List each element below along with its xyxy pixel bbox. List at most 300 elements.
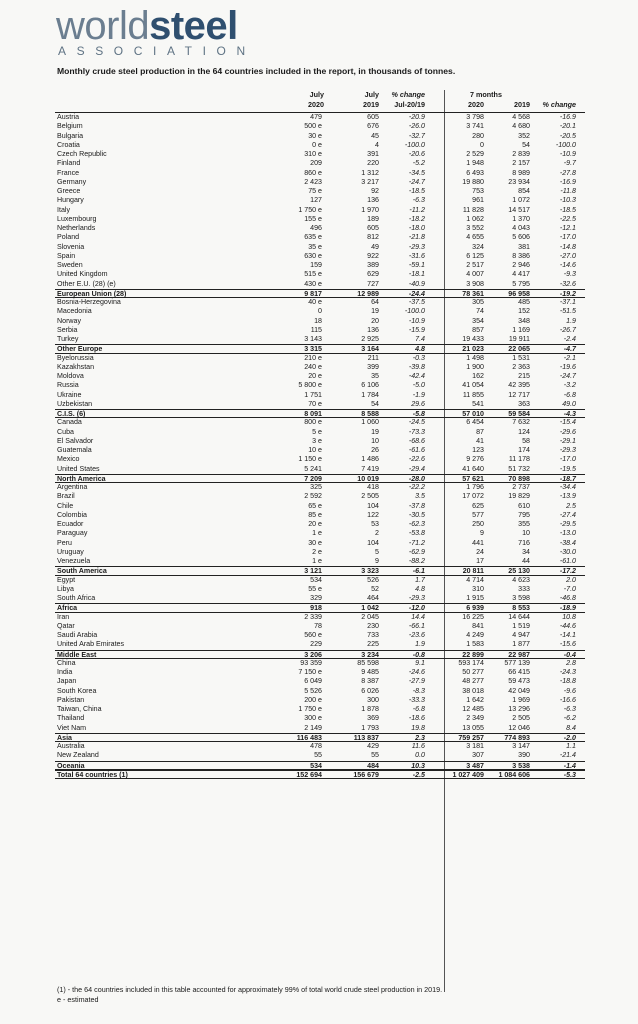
july-2019-value: 136 [367,196,379,205]
july-2019-value: 54 [371,399,379,408]
seven-months-2020-value: 6 454 [466,418,484,427]
july-2020-value: 8 091 [304,410,322,418]
july-2019-value: 49 [371,242,379,251]
seven-months-2019-value: 2 839 [512,150,530,158]
seven-months-2019-value: 1 969 [512,695,530,704]
july-pct-change: -5.8 [412,410,425,418]
logo-word-steel: steel [149,4,238,48]
seven-months-pct-change: -21.4 [559,751,576,760]
table-subtotal-row [55,650,585,659]
july-2020-value: 7 150 e [298,668,322,676]
july-2020-value: 7 209 [304,474,322,483]
seven-months-2020-value: 310 [472,584,484,593]
seven-months-2019-value: 4 947 [512,631,530,639]
country-name: Thailand [57,714,85,723]
seven-months-2020-value: 11 828 [462,205,484,214]
production-table [55,113,585,779]
july-2019-value: 3 217 [361,177,379,186]
july-2019-value: 733 [367,631,379,639]
seven-months-pct-change: -12.1 [559,224,576,232]
seven-months-2019-value: 610 [518,501,530,510]
table-row [55,233,585,242]
footnote-coverage: (1) - the 64 countries included in this table accounted for approximately 99% of total world crude steel production in 2019. [57,985,443,994]
july-2020-value: 9 817 [304,289,322,298]
country-name: Pakistan [57,695,85,704]
july-2020-value: 240 e [304,362,322,371]
seven-months-pct-change: -15.6 [559,640,576,649]
july-2020-value: 1 e [312,529,322,538]
seven-months-pct-change: -6.3 [563,705,576,713]
table-row [55,335,585,344]
july-2019-value: 1 060 [361,418,379,427]
july-2020-value: 55 e [308,584,322,593]
country-name: Australia [57,742,85,750]
july-2020-value: 860 e [304,168,322,177]
july-pct-change: 0.0 [415,751,425,760]
seven-months-pct-change: -4.3 [563,410,576,418]
seven-months-2020-value: 3 552 [466,224,484,232]
july-2020-value: 496 [310,224,322,232]
seven-months-pct-change: -29.5 [559,520,576,528]
seven-months-2019-value: 1 169 [512,325,530,334]
july-2020-value: 152 694 [296,770,322,779]
july-2019-value: 391 [367,150,379,158]
seven-months-2020-value: 3 798 [466,113,484,121]
seven-months-2019-value: 1 877 [512,640,530,649]
july-2019-value: 53 [371,520,379,528]
seven-months-2020-value: 16 225 [462,612,484,621]
country-name: Asia [57,733,72,742]
seven-months-pct-change: -0.4 [563,650,576,659]
table-subtotal-row [55,566,585,575]
seven-months-2020-value: 20 811 [462,567,484,576]
seven-months-2020-value: 162 [472,372,484,380]
seven-months-2019-value: 390 [518,751,530,760]
country-name: Czech Republic [57,150,107,158]
july-pct-change: 7.4 [415,335,425,343]
july-2019-value: 122 [367,510,379,519]
july-2019-value: 7 419 [361,464,379,473]
seven-months-pct-change: -13.9 [559,492,576,501]
table-row [55,178,585,187]
seven-months-2020-value: 48 277 [462,677,484,686]
seven-months-pct-change: 10.8 [562,612,576,621]
seven-months-2019-value: 59 584 [508,410,530,418]
july-2020-value: 155 e [304,214,322,223]
seven-months-pct-change: -27.0 [559,251,576,260]
july-pct-change: -66.1 [408,621,425,630]
seven-months-pct-change: -16.6 [559,695,576,704]
seven-months-pct-change: -16.9 [559,113,576,121]
july-2020-value: 5 526 [304,686,322,695]
seven-months-2019-value: 5 795 [512,279,530,288]
table-row [55,696,585,705]
table-row [55,113,585,122]
seven-months-2020-value: 38 018 [462,686,484,695]
seven-months-pct-change: -14.8 [559,242,576,251]
july-2020-value: 10 e [308,446,322,454]
july-pct-change: -24.4 [408,289,425,298]
country-name: Bosnia-Herzegovina [57,298,121,306]
country-name: European Union (28) [57,289,127,298]
country-name: C.I.S. (6) [57,410,86,418]
july-2020-value: 0 [318,307,322,316]
country-name: United Kingdom [57,270,108,279]
seven-months-2020-value: 4 249 [466,631,484,639]
seven-months-2019-value: 4 417 [512,270,530,279]
july-pct-change: -22.2 [408,483,425,491]
july-2020-value: 35 e [308,242,322,251]
july-pct-change: 1.7 [415,575,425,584]
seven-months-pct-change: -24.7 [559,372,576,380]
seven-months-2019-value: 12 046 [508,723,530,732]
july-2019-value: 136 [367,325,379,334]
seven-months-2019-value: 2 363 [512,362,530,371]
table-row [55,622,585,631]
july-pct-change: -11.2 [409,205,425,214]
july-2019-value: 19 [371,427,379,436]
seven-months-2019-value: 12 717 [508,390,530,399]
july-2019-value: 55 [371,751,379,760]
table-row [55,640,585,649]
seven-months-pct-change: -27.8 [559,168,576,177]
table-row [55,391,585,400]
country-name: India [57,668,73,676]
july-2020-value: 200 e [304,695,322,704]
july-2019-value: 225 [367,640,379,649]
seven-months-2019-value: 22 065 [508,345,530,354]
seven-months-pct-change: -22.5 [559,214,576,223]
seven-months-2020-value: 41 [476,436,484,445]
seven-months-2020-value: 6 939 [466,604,484,613]
country-name: South Korea [57,686,97,695]
july-2019-value: 5 [375,547,379,556]
july-2019-value: 9 485 [361,668,379,676]
july-2020-value: 55 [314,751,322,760]
country-name: Iran [57,612,70,621]
july-2020-value: 1 750 e [298,705,322,713]
july-2019-value: 1 784 [361,390,379,399]
july-pct-change: -12.0 [408,604,425,613]
july-pct-change: 11.6 [411,742,425,750]
seven-months-2020-value: 1 062 [466,214,484,223]
country-name: Japan [57,677,77,686]
seven-months-2020-value: 3 181 [466,742,484,750]
july-2020-value: 479 [310,113,322,121]
header-year-2019: 2019 [363,100,379,109]
july-pct-change: -28.0 [408,474,425,483]
july-2020-value: 534 [310,575,322,584]
july-pct-change: -24.6 [408,668,425,676]
july-2020-value: 75 e [308,187,322,195]
july-2019-value: 52 [371,584,379,593]
seven-months-2020-value: 21 023 [462,345,484,354]
july-2020-value: 2 149 [304,723,322,732]
seven-months-2020-value: 753 [472,187,484,195]
country-name: Guatemala [57,446,92,454]
seven-months-2019-value: 11 178 [508,455,530,464]
country-name: Venezuela [57,557,91,565]
seven-months-2020-value: 593 174 [458,658,484,667]
header-7m-2019: 2019 [514,100,530,109]
seven-months-pct-change: -100.0 [555,140,576,149]
july-2019-value: 9 [375,557,379,565]
footnote-estimated: e - estimated [57,995,99,1004]
table-row [55,326,585,335]
table-subtotal-row [55,289,585,298]
table-subtotal-row [55,733,585,742]
july-2020-value: 116 483 [296,733,322,742]
july-pct-change: 4.8 [415,584,425,593]
july-2019-value: 156 679 [353,770,379,779]
july-pct-change: -18.2 [408,214,425,223]
seven-months-2019-value: 774 893 [504,733,530,742]
seven-months-2019-value: 96 958 [508,289,530,298]
july-pct-change: -53.8 [408,529,425,538]
table-row [55,400,585,409]
july-pct-change: -6.1 [412,567,425,576]
seven-months-2019-value: 4 680 [512,122,530,131]
seven-months-2019-value: 3 147 [512,742,530,750]
july-pct-change: -32.7 [408,131,425,140]
july-pct-change: 10.3 [411,761,425,770]
seven-months-2019-value: 2 505 [512,714,530,723]
seven-months-2020-value: 1 027 409 [452,770,484,779]
country-name: Hungary [57,196,84,205]
july-pct-change: -23.6 [408,631,425,639]
july-2019-value: 211 [367,353,379,362]
seven-months-2020-value: 857 [472,325,484,334]
july-pct-change: -18.6 [408,714,425,723]
july-pct-change: -100.0 [404,307,425,316]
july-pct-change: -31.6 [408,251,425,260]
seven-months-2019-value: 485 [518,298,530,306]
table-row [55,751,585,760]
country-name: Ecuador [57,520,84,528]
july-2020-value: 210 e [304,353,322,362]
july-2019-value: 429 [367,742,379,750]
july-pct-change: -20.9 [408,113,425,121]
seven-months-2020-value: 3 908 [466,279,484,288]
seven-months-2020-value: 2 517 [466,261,484,269]
july-2020-value: 6 049 [304,677,322,686]
country-name: Taiwan, China [57,705,102,713]
seven-months-2020-value: 354 [472,316,484,325]
july-pct-change: -8.3 [412,686,425,695]
july-pct-change: -2.5 [412,770,425,779]
table-row [55,317,585,326]
july-2020-value: 2 339 [304,612,322,621]
seven-months-2019-value: 363 [518,399,530,408]
july-2020-value: 30 e [308,131,322,140]
seven-months-2020-value: 17 [476,557,484,565]
seven-months-2019-value: 348 [518,316,530,325]
table-row [55,132,585,141]
july-pct-change: -10.9 [408,316,425,325]
july-pct-change: 9.1 [415,658,425,667]
july-2020-value: 127 [310,196,322,205]
july-2020-value: 209 [310,159,322,168]
seven-months-2020-value: 41 054 [462,381,484,390]
seven-months-pct-change: -9.6 [563,686,576,695]
seven-months-2020-value: 9 [480,529,484,538]
seven-months-2019-value: 22 987 [508,650,530,659]
country-name: Moldova [57,372,84,380]
seven-months-2019-value: 795 [518,510,530,519]
july-pct-change: -100.0 [404,140,425,149]
seven-months-2020-value: 1 900 [466,362,484,371]
july-pct-change: 4.8 [415,345,425,354]
july-2019-value: 45 [371,131,379,140]
seven-months-2020-value: 12 485 [462,705,484,713]
seven-months-pct-change: -13.0 [559,529,576,538]
seven-months-pct-change: -30.0 [559,547,576,556]
seven-months-pct-change: -29.3 [559,446,576,454]
july-2019-value: 300 [367,695,379,704]
seven-months-pct-change: -18.9 [559,604,576,613]
seven-months-2019-value: 3 598 [512,594,530,602]
seven-months-pct-change: -17.2 [559,567,576,576]
seven-months-2019-value: 70 898 [508,474,530,483]
country-name: Netherlands [57,224,96,232]
july-pct-change: -1.9 [412,390,425,399]
seven-months-pct-change: -61.0 [559,557,576,565]
seven-months-pct-change: -10.9 [559,150,576,158]
table-row [55,529,585,538]
july-pct-change: 2.3 [415,733,425,742]
seven-months-pct-change: -27.4 [559,510,576,519]
july-pct-change: -18.0 [408,224,425,232]
seven-months-pct-change: -2.1 [563,353,576,362]
seven-months-2019-value: 2 737 [512,483,530,491]
seven-months-pct-change: -6.8 [563,390,576,399]
table-row [55,724,585,733]
july-2019-value: 1 878 [361,705,379,713]
table-row [55,465,585,474]
report-subtitle: Monthly crude steel production in the 64 countries included in the report, in thousands of tonnes. [57,66,456,76]
table-row [55,243,585,252]
seven-months-2019-value: 14 517 [508,205,530,214]
seven-months-2020-value: 1 948 [466,159,484,168]
july-2020-value: 300 e [304,714,322,723]
seven-months-2020-value: 6 125 [466,251,484,260]
seven-months-2020-value: 13 055 [462,723,484,732]
table-row [55,576,585,585]
july-pct-change: -27.9 [408,677,425,686]
july-pct-change: 29.6 [411,399,425,408]
country-name: United States [57,464,100,473]
seven-months-pct-change: -6.2 [563,714,576,723]
july-2020-value: 329 [310,594,322,602]
july-2020-value: 18 [314,316,322,325]
july-pct-change: -29.3 [408,242,425,251]
july-2019-value: 484 [367,761,379,770]
july-2019-value: 3 164 [361,345,379,354]
table-row [55,150,585,159]
july-2019-value: 1 312 [361,168,379,177]
seven-months-2020-value: 3 487 [466,761,484,770]
table-row [55,677,585,686]
table-row [55,446,585,455]
seven-months-2020-value: 4 007 [466,270,484,279]
july-2019-value: 369 [367,714,379,723]
seven-months-2019-value: 355 [518,520,530,528]
july-2019-value: 1 042 [361,604,379,613]
table-row [55,224,585,233]
july-2019-value: 4 [375,140,379,149]
country-name: El Salvador [57,436,94,445]
table-row [55,159,585,168]
country-name: Austria [57,113,80,121]
july-2019-value: 104 [367,501,379,510]
seven-months-pct-change: 1.9 [566,316,576,325]
seven-months-2019-value: 14 644 [508,612,530,621]
seven-months-2019-value: 1 370 [512,214,530,223]
country-name: Spain [57,251,76,260]
july-2019-value: 26 [371,446,379,454]
seven-months-pct-change: -2.4 [563,335,576,343]
country-name: Argentina [57,483,88,491]
seven-months-2019-value: 8 553 [512,604,530,613]
july-pct-change: 19.8 [411,723,425,732]
july-2019-value: 189 [367,214,379,223]
table-row [55,492,585,501]
seven-months-2019-value: 2 946 [512,261,530,269]
country-name: Turkey [57,335,79,343]
seven-months-2020-value: 17 072 [462,492,484,501]
seven-months-pct-change: -4.7 [563,345,576,354]
july-2020-value: 430 e [304,279,322,288]
seven-months-pct-change: 1.1 [566,742,576,750]
country-name: Italy [57,205,71,214]
table-row [55,169,585,178]
july-2020-value: 3 e [312,436,322,445]
seven-months-pct-change: -29.6 [559,427,576,436]
table-row [55,363,585,372]
july-2020-value: 229 [310,640,322,649]
country-name: Finland [57,159,81,168]
july-pct-change: -0.3 [412,353,425,362]
seven-months-2019-value: 333 [518,584,530,593]
seven-months-2019-value: 124 [518,427,530,436]
seven-months-2019-value: 13 296 [508,705,530,713]
seven-months-2020-value: 123 [472,446,484,454]
july-pct-change: -62.3 [408,520,425,528]
july-pct-change: -18.1 [408,270,425,279]
country-name: North America [57,474,106,483]
seven-months-2020-value: 3 741 [466,122,484,131]
seven-months-pct-change: -46.8 [559,594,576,602]
table-subtotal-row [55,603,585,612]
july-2020-value: 3 143 [304,335,322,343]
july-2019-value: 1 486 [361,455,379,464]
july-2019-value: 92 [371,187,379,195]
country-name: Sweden [57,261,83,269]
july-2019-value: 8 588 [361,410,379,418]
july-2020-value: 800 e [304,418,322,427]
july-pct-change: -37.8 [408,501,425,510]
seven-months-2020-value: 1 583 [466,640,484,649]
july-2020-value: 635 e [304,233,322,242]
july-2019-value: 2 [375,529,379,538]
seven-months-2020-value: 9 276 [466,455,484,464]
july-2020-value: 85 e [308,510,322,519]
country-name: Chile [57,501,74,510]
seven-months-2019-value: 2 157 [512,159,530,168]
table-row [55,418,585,427]
header-july-2019: July [364,90,379,99]
table-row [55,307,585,316]
